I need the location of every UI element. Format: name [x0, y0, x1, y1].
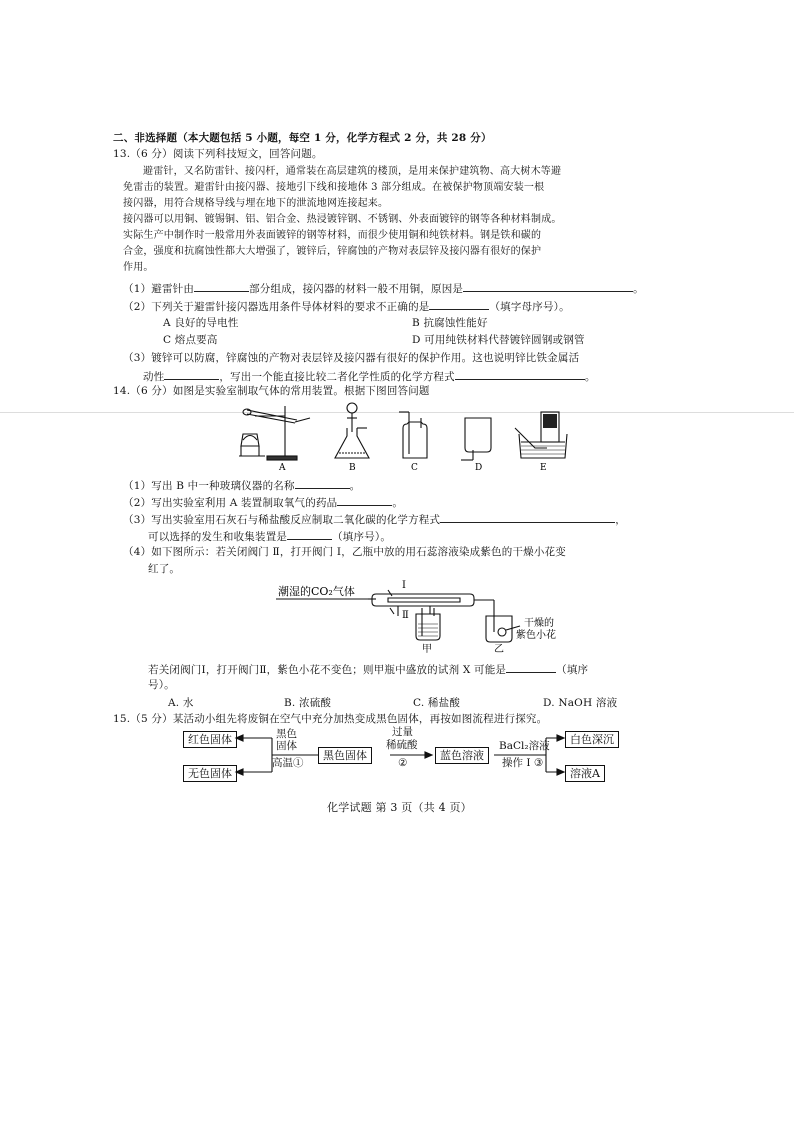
q13-option-b: B 抗腐蚀性能好	[412, 317, 488, 329]
q14-option-c: C. 稀盐酸	[413, 697, 461, 709]
q14-option-d: D. NaOH 溶液	[543, 697, 618, 709]
apparatus-a	[239, 406, 310, 460]
apparatus-figure	[235, 398, 575, 474]
flow-box-red-solid: 红色固体	[183, 731, 237, 748]
answer-blank[interactable]	[440, 512, 615, 523]
answer-blank[interactable]	[287, 529, 332, 540]
flow-box-black-solid: 黑色固体	[318, 747, 372, 764]
passage-line: 避雷针，又名防雷针、接闪杆，通常装在高层建筑的楼顶，是用来保护建筑物、高大树木等避	[143, 166, 562, 177]
q14-stem: 14.（6 分）如图是实验室制取气体的常用装置。根据下图回答问题	[113, 385, 430, 397]
q15-stem: 15.（5 分）某活动小组先将废铜在空气中充分加热变成黑色固体，再按如图流程进行探究。	[113, 713, 548, 725]
q13-option-c: C 熔点要高	[163, 334, 218, 346]
flower-label-2: 紫色小花	[516, 630, 556, 641]
label-d: D	[475, 463, 483, 473]
flow-label-black: 黑色	[276, 728, 297, 740]
q14-part2: （2）写出实验室利用 A 装置制取氧气的药品 。	[123, 497, 404, 509]
flow-box-white-precipitate: 白色深沉	[565, 731, 619, 748]
flow-box-solution-a: 溶液A	[565, 765, 605, 782]
q13-part1: （1）避雷针由 部分组成，接闪器的材料一般不用铜，原因是 。	[123, 283, 644, 295]
label-a: A	[279, 463, 286, 473]
bottle-jia-label: 甲	[422, 644, 432, 655]
q14-option-a: A. 水	[168, 697, 194, 709]
flower-label-1: 干燥的	[524, 618, 554, 629]
q13-option-a: A 良好的导电性	[163, 317, 239, 329]
apparatus-b	[335, 403, 369, 458]
answer-blank[interactable]	[164, 369, 219, 380]
q14-part1: （1）写出 B 中一种玻璃仪器的名称 。	[123, 480, 361, 492]
q14-part5-line2: 号）。	[148, 679, 175, 691]
q13-stem: 13.（6 分）阅读下列科技短文，回答问题。	[113, 148, 323, 160]
answer-blank[interactable]	[455, 369, 585, 380]
flow-label-bacl2: BaCl₂溶液	[499, 740, 550, 752]
q14-option-b: B. 浓硫酸	[284, 697, 332, 709]
bottle-yi-label: 乙	[494, 644, 504, 655]
answer-blank[interactable]	[295, 478, 350, 489]
q14-part3-line2: 可以选择的发生和收集装置是 （填序号）。	[148, 531, 392, 543]
answer-blank[interactable]	[506, 662, 556, 673]
answer-blank[interactable]	[429, 299, 489, 310]
answer-blank[interactable]	[337, 495, 392, 506]
passage-line: 免雷击的装置。避雷针由接闪器、接地引下线和接地体 3 部分组成。在被保护物顶端安装一根	[123, 182, 545, 193]
co2-apparatus-figure	[270, 576, 556, 656]
page-footer: 化学试题 第 3 页（共 4 页）	[327, 801, 472, 814]
label-e: E	[540, 463, 547, 473]
flow-label-operation: 操作 Ⅰ ③	[502, 757, 544, 769]
q13-option-d: D 可用纯铁材料代替镀锌圆钢或钢管	[412, 334, 585, 346]
passage-line: 实际生产中制作时一般常用外表面镀锌的钢等材料，而很少使用铜和纯铁材料。钢是铁和碳的	[123, 230, 542, 241]
passage-line: 合金，强度和抗腐蚀性都大大增强了，镀锌后，锌腐蚀的产物对表层锌及接闪器有很好的保护	[123, 246, 542, 257]
q14-part4-line1: （4）如下图所示：若关闭阀门 Ⅱ，打开阀门 Ⅰ，乙瓶中放的用石蕊溶液染成紫色的干燥小花变	[123, 546, 566, 558]
flow-label-excess: 过量	[392, 726, 413, 738]
q14-part5-line1: 若关闭阀门Ⅰ，打开阀门Ⅱ，紫色小花不变色；则甲瓶中盛放的试剂 X 可能是 （填序	[148, 664, 589, 676]
gas-label: 潮湿的CO₂气体	[278, 585, 355, 598]
flow-label-solid: 固体	[276, 740, 297, 752]
q13-part2: （2）下列关于避雷针接闪器选用条件导体材料的要求不正确的是 （填字母序号）。	[123, 301, 570, 313]
answer-blank[interactable]	[194, 281, 249, 292]
flow-label-dilute-h2so4: 稀硫酸	[386, 739, 418, 751]
answer-blank[interactable]	[463, 281, 633, 292]
valve-1-label: Ⅰ	[402, 580, 406, 591]
section-header: 二、非选择题（本大题包括 5 小题，每空 1 分，化学方程式 2 分，共 28 分）	[113, 132, 492, 144]
passage-line: 接闪器，用符合规格导线与埋在地下的泄流地网连接起来。	[123, 198, 389, 209]
apparatus-e	[515, 412, 567, 458]
label-c: C	[411, 463, 418, 473]
q14-part4-line2: 红了。	[148, 563, 181, 575]
q14-part3-line1: （3）写出实验室用石灰石与稀盐酸反应制取二氧化碳的化学方程式 ，	[123, 514, 626, 526]
label-b: B	[349, 463, 356, 473]
passage-line: 作用。	[123, 262, 154, 273]
apparatus-d	[461, 418, 491, 460]
valve-2-label: Ⅱ	[402, 610, 409, 621]
flow-box-colorless-solid: 无色固体	[183, 765, 237, 782]
passage-line: 接闪器可以用铜、镀锡铜、铝、铝合金、热浸镀锌钢、不锈钢、外表面镀锌的钢等各种材料制成。	[123, 214, 562, 225]
flow-label-high-temp: 高温①	[272, 757, 304, 769]
q13-part3-line1: （3）镀锌可以防腐，锌腐蚀的产物对表层锌及接闪器有很好的保护作用。这也说明锌比铁金属活	[123, 352, 580, 364]
flow-box-blue-solution: 蓝色溶液	[435, 747, 489, 764]
q13-part3-line2: 动性 ，写出一个能直接比较二者化学性质的化学方程式 。	[143, 371, 596, 383]
apparatus-c	[399, 412, 427, 458]
flow-label-step2: ②	[398, 757, 408, 769]
